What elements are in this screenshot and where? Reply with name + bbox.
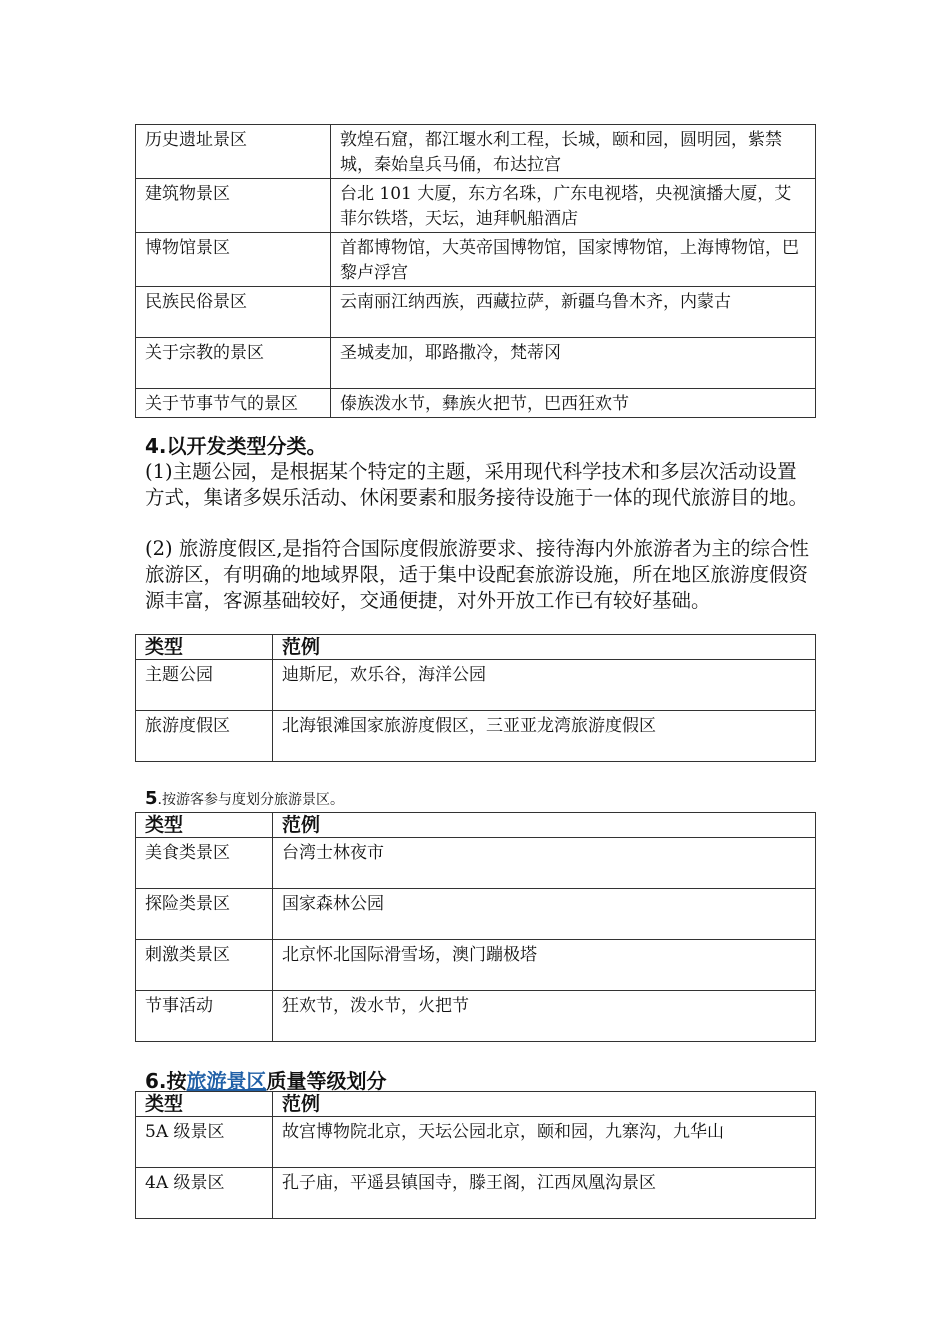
- examples-cell: 北海银滩国家旅游度假区，三亚亚龙湾旅游度假区: [273, 711, 816, 762]
- type-cell: 主题公园: [136, 660, 273, 711]
- examples-cell: 狂欢节，泼水节，火把节: [273, 991, 816, 1042]
- examples-cell: 圣城麦加，耶路撒冷，梵蒂冈: [331, 338, 816, 389]
- header-examples: 范例: [273, 813, 816, 838]
- type-cell: 刺激类景区: [136, 940, 273, 991]
- type-cell: 节事活动: [136, 991, 273, 1042]
- examples-cell: 迪斯尼，欢乐谷，海洋公园: [273, 660, 816, 711]
- scenic-area-link[interactable]: 旅游景区: [186, 1069, 267, 1093]
- type-cell: 4A 级景区: [136, 1168, 273, 1219]
- table-header-row: [136, 813, 816, 838]
- table-row: [136, 1168, 816, 1219]
- table-row: [136, 233, 816, 287]
- type-cell: 民族民俗景区: [136, 287, 331, 338]
- table-row: [136, 389, 816, 418]
- table-row: [136, 287, 816, 338]
- type-cell: 探险类景区: [136, 889, 273, 940]
- header-type: 类型: [136, 1092, 273, 1117]
- examples-cell: 北京怀北国际滑雪场，澳门蹦极塔: [273, 940, 816, 991]
- table-row: [136, 338, 816, 389]
- section-4-heading: 4.以开发类型分类。: [145, 434, 327, 458]
- examples-cell: 傣族泼水节，彝族火把节，巴西狂欢节: [331, 389, 816, 418]
- participation-table: [135, 812, 816, 1042]
- table-row: [136, 660, 816, 711]
- table-row: [136, 991, 816, 1042]
- table-row: [136, 838, 816, 889]
- examples-cell: 台湾士林夜市: [273, 838, 816, 889]
- type-cell: 关于节事节气的景区: [136, 389, 331, 418]
- header-type: 类型: [136, 813, 273, 838]
- section-5-text: .按游客参与度划分旅游景区。: [157, 792, 344, 808]
- quality-grade-table: [135, 1091, 816, 1219]
- table-row: [136, 940, 816, 991]
- section-6-prefix: 6.按: [145, 1069, 187, 1093]
- table-row: [136, 125, 816, 179]
- section-5-heading: [145, 788, 344, 809]
- type-cell: 美食类景区: [136, 838, 273, 889]
- table-row: [136, 711, 816, 762]
- examples-cell: 孔子庙，平遥县镇国寺，滕王阁，江西凤凰沟景区: [273, 1168, 816, 1219]
- type-cell: 关于宗教的景区: [136, 338, 331, 389]
- header-examples: 范例: [273, 1092, 816, 1117]
- examples-cell: 敦煌石窟，都江堰水利工程，长城，颐和园，圆明园，紫禁城，秦始皇兵马俑，布达拉宫: [331, 125, 816, 179]
- table-row: [136, 889, 816, 940]
- section-6-suffix: 质量等级划分: [266, 1069, 387, 1093]
- type-cell: 5A 级景区: [136, 1117, 273, 1168]
- type-cell: 旅游度假区: [136, 711, 273, 762]
- scenic-type-table: [135, 124, 816, 418]
- header-examples: 范例: [273, 635, 816, 660]
- examples-cell: 故宫博物院北京，天坛公园北京，颐和园，九寨沟，九华山: [273, 1117, 816, 1168]
- section-6-heading: [145, 1065, 387, 1094]
- table-row: [136, 1117, 816, 1168]
- section-4-paragraph-1: (1)主题公园，是根据某个特定的主题，采用现代科学技术和多层次活动设置方式，集诸多娱乐活动、休闲要素和服务接待设施于一体的现代旅游目的地。: [145, 460, 809, 509]
- development-type-table: [135, 634, 816, 762]
- section-4-paragraph-2: (2) 旅游度假区,是指符合国际度假旅游要求、接待海内外旅游者为主的综合性旅游区，有明确的地域界限，适于集中设配套旅游设施，所在地区旅游度假资源丰富，客源基础较好，交通便捷，对外开放工作已有较好基础。: [145, 537, 810, 612]
- type-cell: 建筑物景区: [136, 179, 331, 233]
- examples-cell: 国家森林公园: [273, 889, 816, 940]
- section-5-number: 5: [145, 788, 158, 809]
- examples-cell: 台北 101 大厦，东方名珠，广东电视塔，央视演播大厦，艾菲尔铁塔，天坛，迪拜帆船酒店: [331, 179, 816, 233]
- type-cell: 博物馆景区: [136, 233, 331, 287]
- table-header-row: [136, 1092, 816, 1117]
- examples-cell: 云南丽江纳西族，西藏拉萨，新疆乌鲁木齐，内蒙古: [331, 287, 816, 338]
- table-row: [136, 179, 816, 233]
- examples-cell: 首都博物馆，大英帝国博物馆，国家博物馆，上海博物馆，巴黎卢浮宫: [331, 233, 816, 287]
- table-header-row: [136, 635, 816, 660]
- header-type: 类型: [136, 635, 273, 660]
- type-cell: 历史遗址景区: [136, 125, 331, 179]
